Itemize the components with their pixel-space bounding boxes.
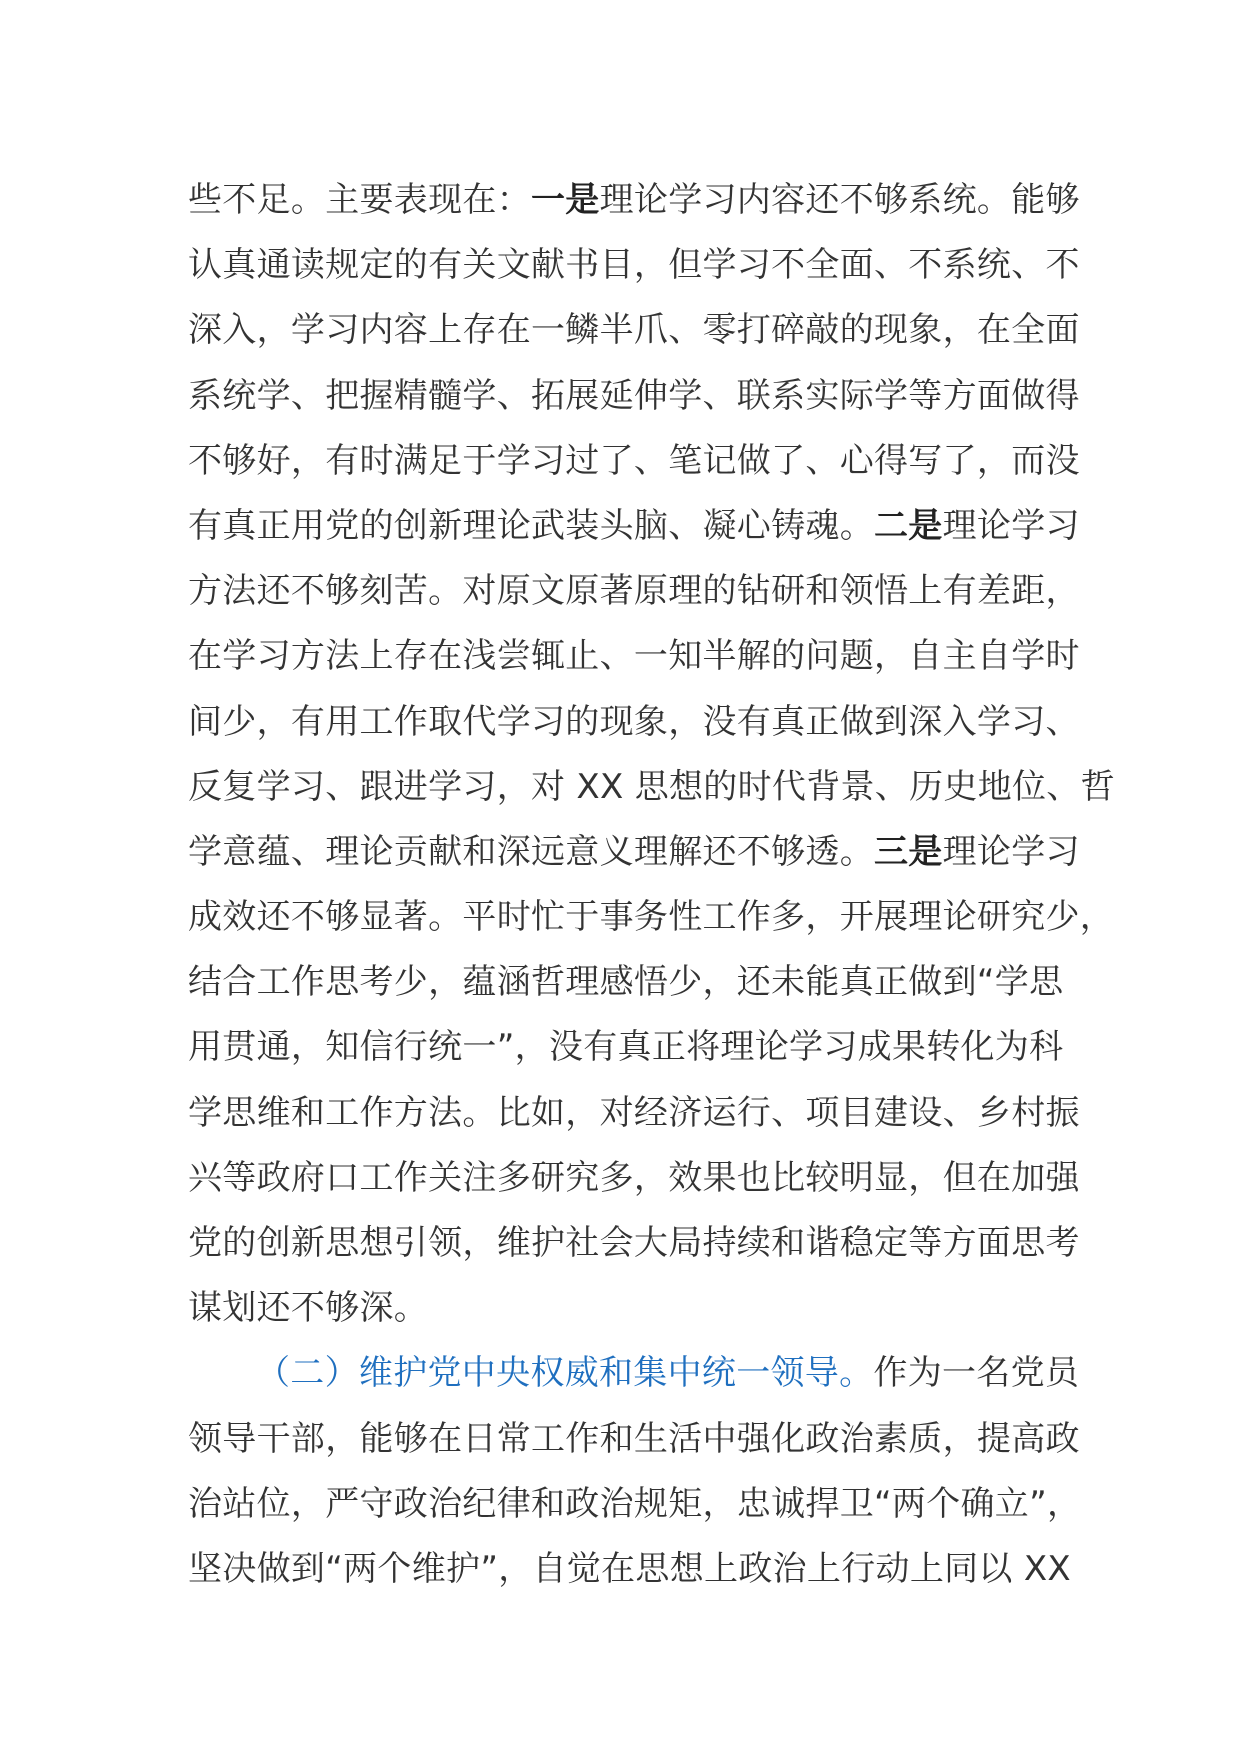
text-segment: 兴等政府口工作关注多研究多，效果也比较明显，但在加强 [188, 1157, 1080, 1198]
text-segment: 理论学习 [942, 831, 1080, 872]
text-line [188, 1081, 1080, 1146]
text-line [188, 298, 1080, 363]
text-segment: 领导干部，能够在日常工作和生活中强化政治素质，提高政 [188, 1418, 1080, 1459]
text-line [188, 885, 1115, 950]
text-segment: 不够好，有时满足于学习过了、笔记做了、心得写了，而没 [188, 440, 1080, 481]
text-segment: 谋划还不够深。 [188, 1288, 429, 1329]
text-segment: 作为一名党员 [873, 1353, 1080, 1394]
text-segment: 有真正用党的创新理论武装头脑、凝心铸魂。 [188, 505, 874, 546]
text-line [188, 559, 1080, 624]
text-line [188, 1276, 1068, 1341]
text-segment: 学意蕴、理论贡献和深远意义理解还不够透。 [188, 831, 874, 872]
text-line [188, 820, 1080, 885]
text-line [188, 168, 1080, 233]
text-segment: 间少，有用工作取代学习的现象，没有真正做到深入学习、 [188, 701, 1080, 742]
text-line [188, 364, 1080, 429]
text-segment: 理论学习内容还不够系统。能够 [599, 180, 1080, 220]
text-segment: 些不足。主要表现在： [188, 180, 531, 220]
text-segment: 党的创新思想引领，维护社会大局持续和谐稳定等方面思考 [188, 1223, 1080, 1263]
text-line [188, 1146, 1080, 1211]
text-line [188, 1537, 1072, 1602]
text-line [188, 1407, 1080, 1472]
text-line [188, 755, 1115, 820]
text-line [188, 1341, 1080, 1406]
text-line [188, 950, 1068, 1015]
text-segment: 学思维和工作方法。比如，对经济运行、项目建设、乡村振 [188, 1092, 1080, 1133]
text-line [188, 429, 1080, 494]
text-segment: 治站位，严守政治纪律和政治规矩，忠诚捍卫“两个确立”， [188, 1483, 1082, 1524]
text-segment: 反复学习、跟进学习，对 XX 思想的时代背景、历史地位、哲 [188, 766, 1115, 807]
text-segment: 坚决做到“两个维护”，自觉在思想上政治上行动上同以 XX [188, 1548, 1072, 1589]
text-line [188, 233, 1080, 298]
text-segment: 理论学习 [942, 505, 1080, 546]
text-line [188, 494, 1080, 559]
emphasis-label: 一是 [531, 180, 600, 220]
text-segment: 结合工作思考少，蕴涵哲理感悟少，还未能真正做到“学思 [188, 962, 1064, 1003]
text-line [188, 1015, 1068, 1080]
text-line [188, 690, 1080, 755]
emphasis-label: 二是 [874, 505, 943, 546]
text-segment: 成效还不够显著。平时忙于事务性工作多，开展理论研究少， [188, 897, 1115, 938]
emphasis-label: 三是 [874, 831, 943, 872]
text-segment: 认真通读规定的有关文献书目，但学习不全面、不系统、不 [188, 245, 1080, 286]
text-segment: 深入，学习内容上存在一鳞半爪、零打碎敲的现象，在全面 [188, 310, 1080, 351]
text-segment: 用贯通，知信行统一”，没有真正将理论学习成果转化为科 [188, 1027, 1064, 1068]
text-segment: 方法还不够刻苦。对原文原著原理的钻研和领悟上有差距， [188, 571, 1080, 612]
text-line [188, 624, 1080, 689]
text-segment: 在学习方法上存在浅尝辄止、一知半解的问题，自主自学时 [188, 636, 1080, 677]
text-line [188, 1472, 1082, 1537]
section-heading: （二）维护党中央权威和集中统一领导。 [256, 1353, 874, 1394]
text-line [188, 1211, 1080, 1276]
text-segment: 系统学、把握精髓学、拓展延伸学、联系实际学等方面做得 [188, 375, 1080, 416]
body-text [188, 168, 1115, 1602]
